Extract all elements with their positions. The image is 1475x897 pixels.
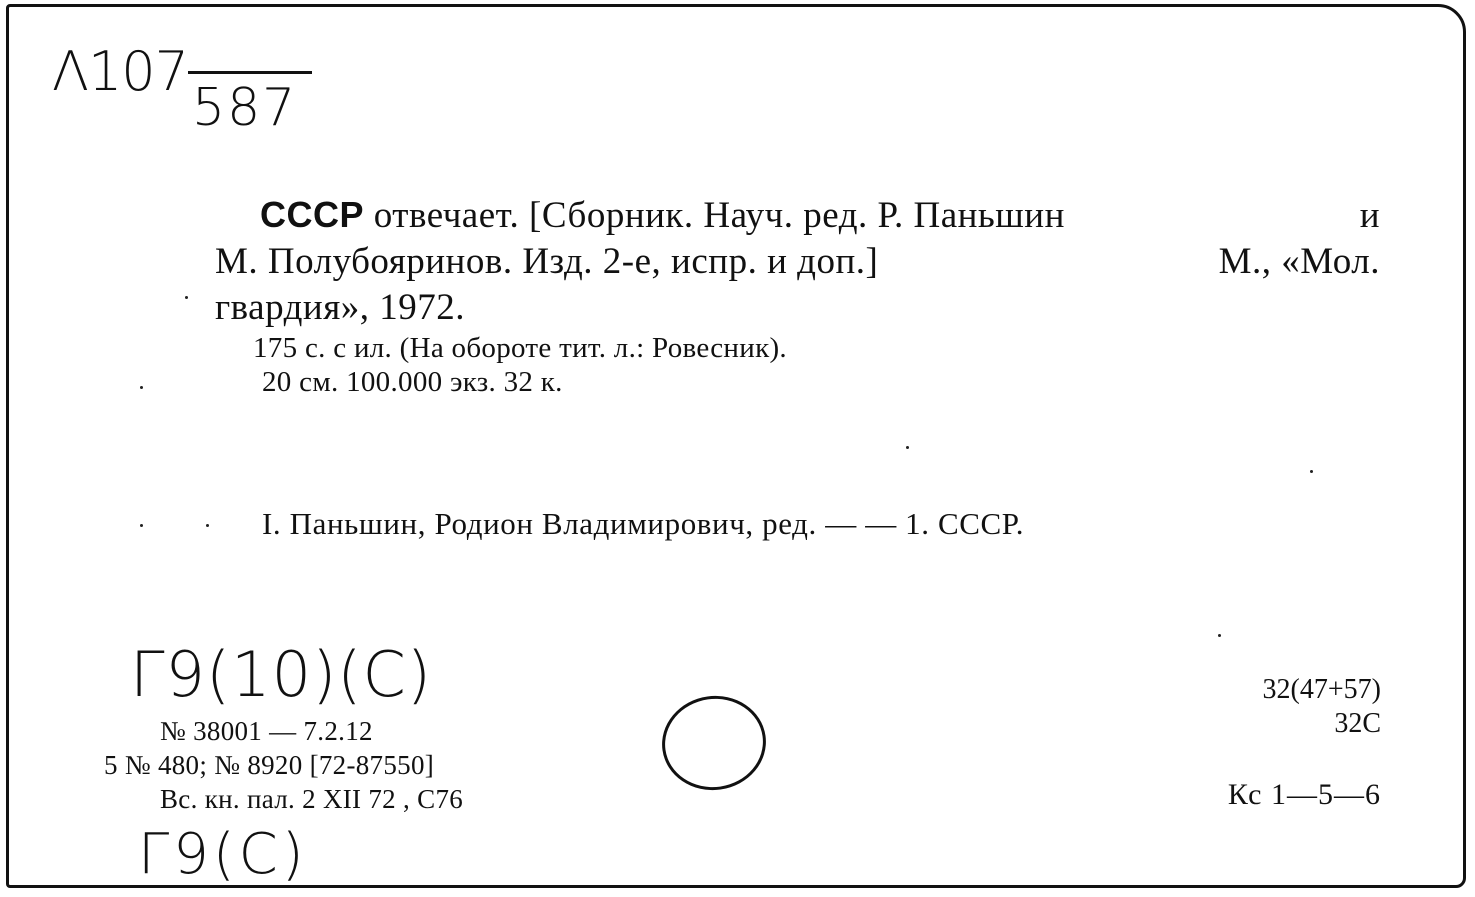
speck bbox=[906, 446, 909, 449]
entry-line-2-text: М. Полубояринов. Изд. 2-е, испр. и доп.] bbox=[215, 241, 879, 282]
tracing-line: I. Паньшин, Родион Владимирович, ред. — — 1. СССР. bbox=[262, 506, 1025, 541]
entry-line-1-text: отвечает. [Сборник. Науч. ред. Р. Паньшин bbox=[373, 195, 1065, 236]
classification-handwritten-1: Г9(10)(С) bbox=[130, 638, 432, 711]
registry-number-2: 5 № 480; № 8920 [72-87550] bbox=[104, 750, 435, 780]
entry-size-price: 20 см. 100.000 экз. 32 к. bbox=[262, 366, 563, 398]
entry-line-1 bbox=[260, 194, 1380, 237]
entry-title: СССР bbox=[260, 194, 365, 235]
speck bbox=[185, 296, 188, 299]
entry-line-3: гвардия», 1972. bbox=[215, 287, 465, 328]
shelf-mark-prefix: Λ107 bbox=[52, 40, 189, 103]
speck bbox=[1310, 470, 1313, 473]
entry-line-1-end: и bbox=[1359, 195, 1380, 236]
entry-line-2 bbox=[215, 240, 1380, 283]
shelf-mark-divider bbox=[188, 71, 312, 74]
book-chamber-line: Вс. кн. пал. 2 XII 72 , С76 bbox=[160, 784, 464, 814]
entry-collation: 175 с. с ил. (На обороте тит. л.: Ровесник). bbox=[253, 332, 787, 364]
card-code: Кс 1—5—6 bbox=[1227, 778, 1381, 811]
entry-publisher: М., «Мол. bbox=[1218, 241, 1380, 282]
speck bbox=[1218, 634, 1221, 637]
classification-handwritten-2: Г9(С) bbox=[138, 822, 308, 887]
registry-number-1: № 38001 — 7.2.12 bbox=[160, 716, 373, 746]
shelf-mark-number: 587 bbox=[192, 78, 298, 138]
udc-index: 32(47+57) bbox=[1262, 674, 1381, 705]
speck bbox=[206, 524, 209, 527]
speck bbox=[140, 386, 143, 389]
bbk-index: 32С bbox=[1334, 708, 1381, 739]
speck bbox=[140, 524, 143, 527]
